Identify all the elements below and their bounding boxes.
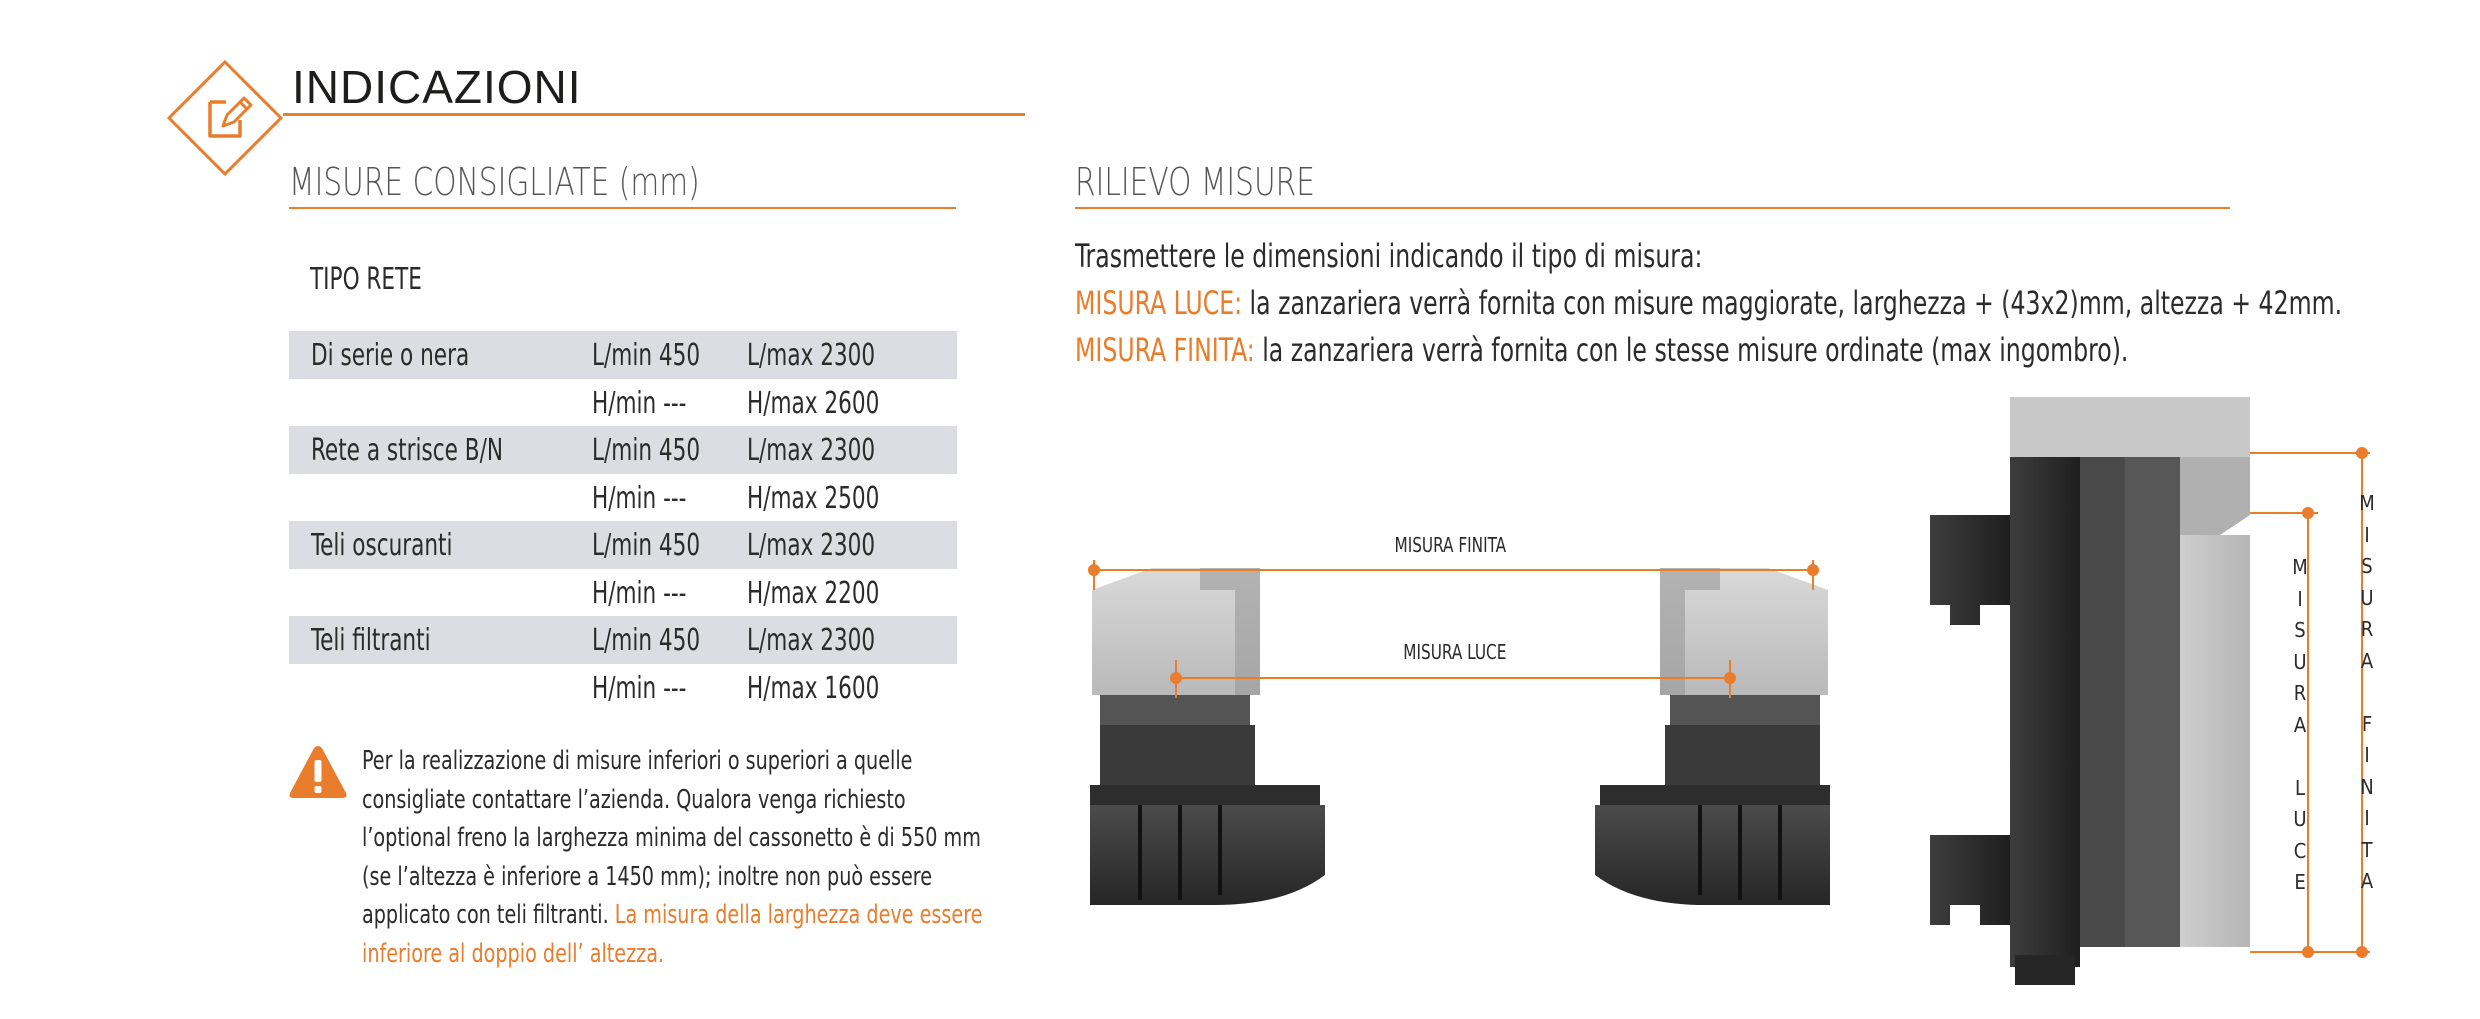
warning-triangle-icon: [287, 743, 349, 801]
table-cell-min: L/min 450: [592, 528, 701, 563]
table-row: [289, 664, 957, 712]
table-cell-type: Di serie o nera: [311, 338, 470, 373]
section-title-misure: MISURE CONSIGLIATE (mm): [289, 160, 700, 204]
table-row: [289, 331, 957, 379]
luce-label-vertical: M I S U R A L U C E: [2292, 555, 2308, 894]
page-title: INDICAZIONI: [292, 61, 582, 113]
header-icon: [165, 58, 285, 182]
intro-line: Trasmettere le dimensioni indicando il tipo di misura:: [1075, 237, 1703, 275]
rete-type-label: TIPO RETE: [310, 262, 422, 297]
edit-document-icon: [165, 58, 285, 178]
finita-text: la zanzariera verrà fornita con le stesse misure ordinate (max ingombro).: [1254, 331, 2129, 369]
table-cell-max: L/max 2300: [747, 528, 876, 563]
table-cell-max: L/max 2300: [747, 338, 876, 373]
table-cell-type: Rete a strisce B/N: [311, 433, 503, 468]
table-cell-type: Teli oscuranti: [311, 528, 453, 563]
table-cell-max: H/max 2600: [747, 385, 880, 421]
table-row: [289, 474, 957, 522]
luce-line: [1075, 280, 2343, 327]
spec-table: [289, 331, 957, 711]
table-cell-min: L/min 450: [592, 433, 701, 468]
table-cell-max: L/max 2300: [747, 623, 876, 658]
measure-instructions: [1075, 233, 2343, 374]
section-title-rilievo: RILIEVO MISURE: [1075, 160, 1315, 204]
table-row: [289, 426, 957, 474]
luce-label: MISURA LUCE:: [1075, 284, 1243, 322]
table-cell-max: H/max 2500: [747, 480, 880, 516]
finita-label-vertical: M I S U R A F I N I T A: [2359, 491, 2375, 893]
section-underline-right: [1075, 207, 2230, 209]
finita-line: [1075, 327, 2305, 374]
header-underline: [283, 113, 1025, 116]
table-row: [289, 569, 957, 617]
table-row: [289, 616, 957, 664]
finita-vertical-line: [2250, 447, 2370, 958]
finita-label: MISURA FINITA:: [1075, 331, 1255, 369]
warning-highlight: La misura della larghezza deve essere inferiore al doppio dell’ altezza.: [362, 900, 983, 969]
section-underline: [289, 207, 956, 209]
table-cell-max: H/max 2200: [747, 575, 880, 611]
luce-text: la zanzariera verrà fornita con misure maggiorate, larghezza + (43x2)mm, altezza + 42mm.: [1242, 284, 2343, 322]
table-cell-min: L/min 450: [592, 338, 701, 373]
table-cell-max: H/max 1600: [747, 670, 880, 706]
horizontal-section-diagram: [1080, 520, 1840, 944]
table-cell-min: H/min ---: [592, 575, 687, 611]
table-cell-min: L/min 450: [592, 623, 701, 658]
warning-body: Per la realizzazione di misure inferiori o superiori a quelle consigliate contattare l’azienda. Qualora venga richiesto l’optional freno la larghezza minima del cassonetto è di 550 mm (se l’altezza è inferiore a 1450 mm); inoltre non può essere applicato con teli filtranti.: [362, 746, 981, 930]
table-cell-max: L/max 2300: [747, 433, 876, 468]
right-profile: [1595, 568, 1830, 905]
table-row: [289, 521, 957, 569]
vertical-profile: [1930, 397, 2250, 985]
table-row: [289, 379, 957, 427]
table-cell-type: Teli filtranti: [311, 623, 431, 658]
table-cell-min: H/min ---: [592, 385, 687, 421]
warning-text: [362, 742, 985, 973]
table-cell-min: H/min ---: [592, 480, 687, 516]
left-profile: [1090, 568, 1325, 905]
table-cell-min: H/min ---: [592, 670, 687, 706]
warning-icon: [287, 743, 349, 805]
